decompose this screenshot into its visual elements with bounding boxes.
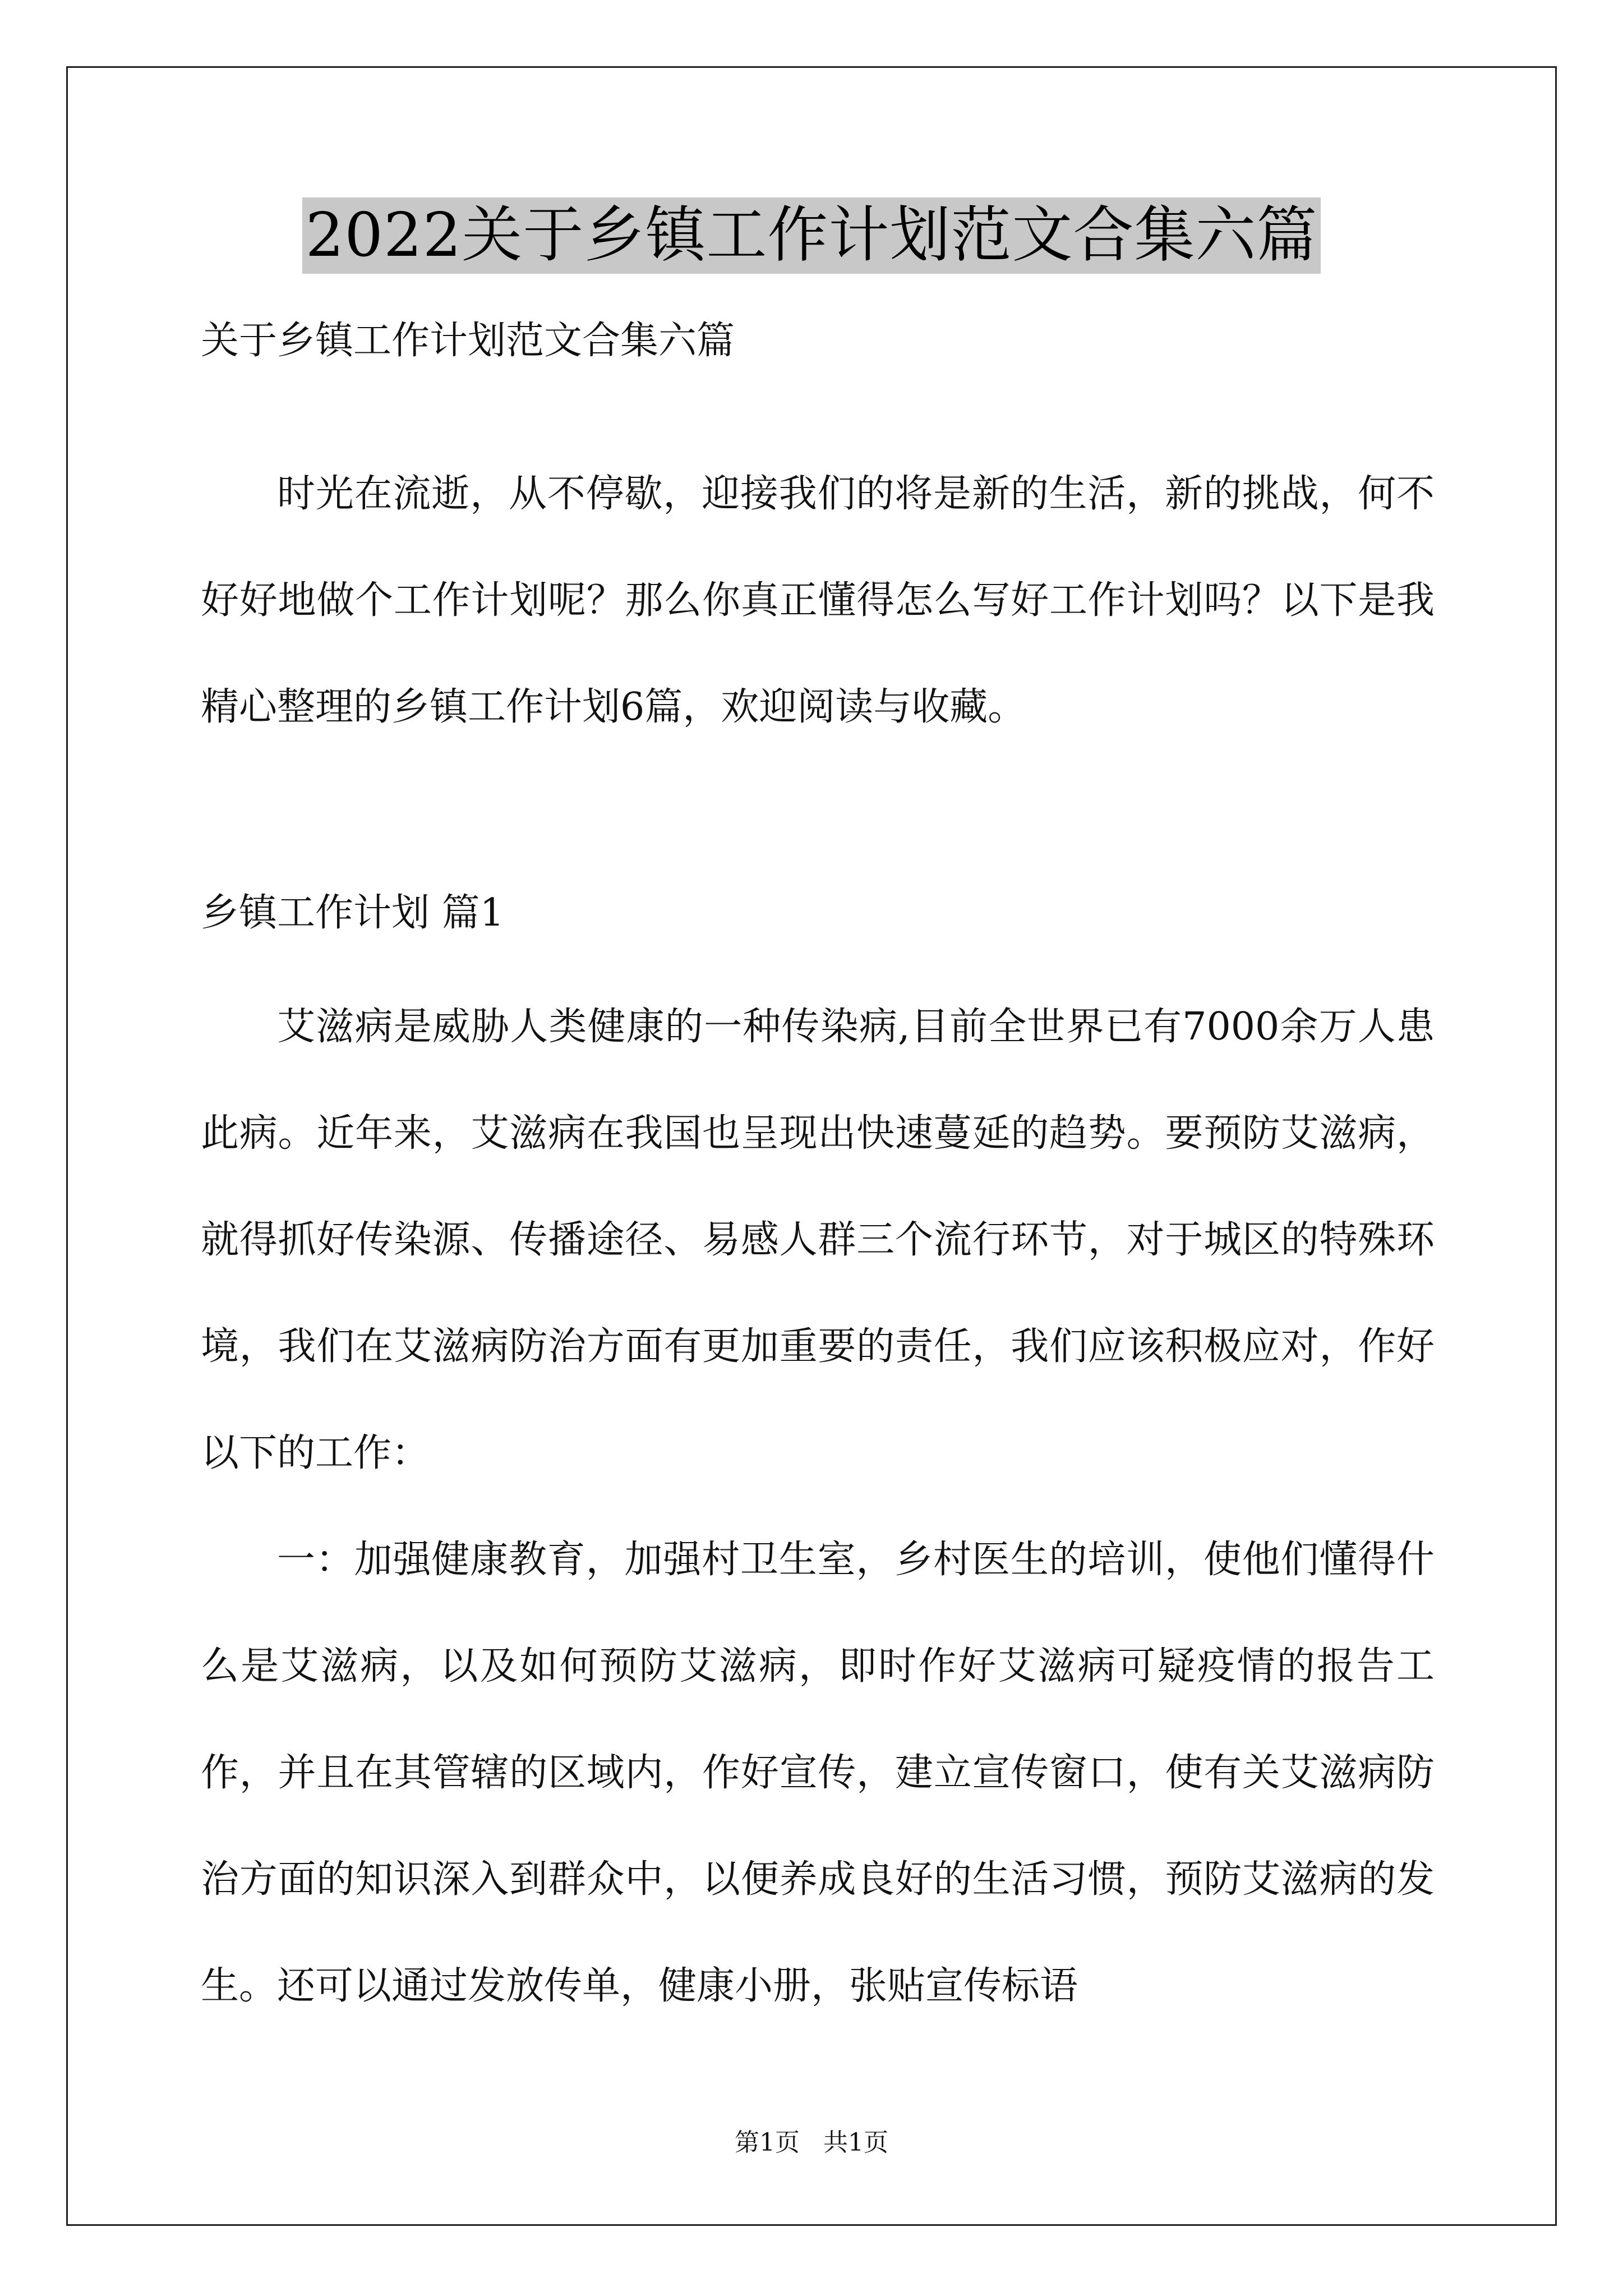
title-container: [0, 197, 1623, 274]
page-footer: 第1页 共1页: [735, 2128, 888, 2157]
body-paragraph-1: 艾滋病是威胁人类健康的一种传染病,目前全世界已有7000余万人患此病。近年来，艾滋病在我国也呈现出快速蔓延的趋势。要预防艾滋病，就得抓好传染源、传播途径、易感人群三个流行环节，对于城区的特殊环境，我们在艾滋病防治方面有更加重要的责任，我们应该积极应对，作好以下的工作：: [201, 1005, 1435, 1475]
body-paragraph-2: 一：加强健康教育，加强村卫生室，乡村医生的培训，使他们懂得什么是艾滋病，以及如何预防艾滋病，即时作好艾滋病可疑疫情的报告工作，并且在其管辖的区域内，作好宣传，建立宣传窗口，使有关艾滋病防治方面的知识深入到群众中，以便养成良好的生活习惯，预防艾滋病的发生。还可以通过发放传单，健康小册，张贴宣传标语: [201, 1538, 1435, 2008]
document-title: 2022关于乡镇工作计划范文合集六篇: [302, 197, 1321, 274]
section-heading: 乡镇工作计划 篇1: [201, 891, 504, 935]
document-subtitle: 关于乡镇工作计划范文合集六篇: [201, 319, 735, 363]
intro-paragraph: 时光在流逝，从不停歇，迎接我们的将是新的生活，新的挑战，何不好好地做个工作计划呢？那么你真正懂得怎么写好工作计划吗？以下是我精心整理的乡镇工作计划6篇，欢迎阅读与收藏。: [201, 472, 1435, 729]
